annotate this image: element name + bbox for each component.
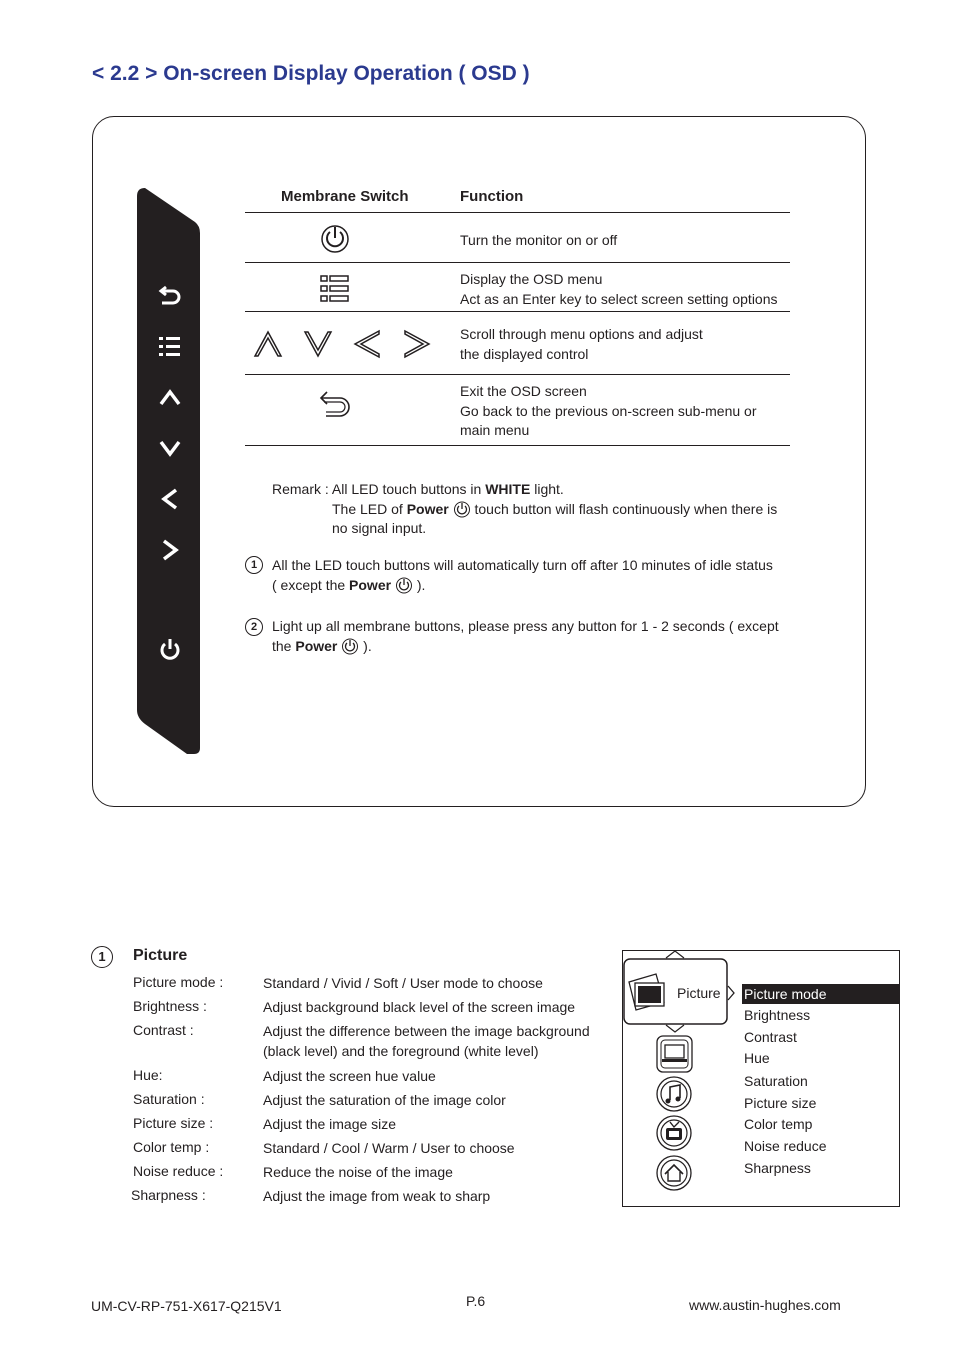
picture-desc: Adjust background black level of the screen image (263, 999, 576, 1015)
osd-menu-item[interactable]: Brightness (744, 1007, 811, 1023)
osd-menu-item[interactable]: Picture size (744, 1095, 817, 1111)
function-text: Scroll through menu options and adjust the displayed control (460, 326, 703, 362)
picture-label: Color temp : (133, 1139, 210, 1155)
note-text: Light up all membrane buttons, please press any button for 1 - 2 seconds ( except the Power ). (272, 618, 779, 654)
picture-label: Hue: (133, 1067, 163, 1083)
table-rule (245, 262, 790, 263)
picture-label: Sharpness : (131, 1187, 206, 1203)
tv-icon (657, 1116, 691, 1150)
note-number: 1 (245, 556, 263, 574)
power-icon (320, 222, 350, 254)
osd-panel-frame (92, 116, 866, 807)
page-title: < 2.2 > On-screen Display Operation ( OSD ) (92, 62, 530, 85)
website: www.austin-hughes.com (689, 1297, 841, 1313)
return-icon[interactable] (157, 283, 183, 309)
function-text: Display the OSD menu Act as an Enter key to select screen setting options (460, 271, 778, 307)
down-arrow-icon[interactable] (157, 435, 183, 461)
membrane-switch-strip (137, 188, 200, 754)
osd-menu-item[interactable]: Picture mode (744, 986, 827, 1002)
computer-icon (657, 1036, 692, 1072)
picture-label: Saturation : (133, 1091, 205, 1107)
picture-desc: Adjust the saturation of the image color (263, 1092, 506, 1108)
power-icon (453, 500, 471, 518)
up-arrow-icon[interactable] (157, 385, 183, 411)
picture-desc: Adjust the difference between the image background (black level) and the foreground (white level) (263, 1023, 590, 1059)
osd-menu-item[interactable]: Contrast (744, 1029, 797, 1045)
osd-menu-item[interactable]: Sharpness (744, 1160, 811, 1176)
osd-tab-label[interactable]: Picture (677, 985, 721, 1001)
section-title: Picture (133, 947, 188, 964)
return-icon (318, 390, 352, 420)
right-arrow-icon[interactable] (157, 537, 183, 563)
picture-label: Picture size : (133, 1115, 214, 1131)
menu-list-icon[interactable] (157, 334, 183, 360)
function-text: Turn the monitor on or off (460, 232, 618, 248)
picture-label: Contrast : (133, 1022, 194, 1038)
picture-label: Brightness : (133, 998, 207, 1014)
picture-desc: Adjust the image from weak to sharp (263, 1188, 491, 1204)
table-rule (245, 445, 790, 446)
remark: Remark : All LED touch buttons in WHITE light. The LED of Power touch button will flash continuously when there is no signal input. (272, 481, 778, 536)
doc-id: UM-CV-RP-751-X617-Q215V1 (91, 1298, 282, 1314)
picture-desc: Adjust the image size (263, 1116, 397, 1132)
osd-menu-item[interactable]: Saturation (744, 1073, 808, 1089)
music-icon (657, 1077, 691, 1111)
picture-label: Noise reduce : (133, 1163, 224, 1179)
power-icon (395, 576, 413, 594)
picture-desc: Adjust the screen hue value (263, 1068, 436, 1084)
note-number: 2 (245, 618, 263, 636)
picture-desc: Reduce the noise of the image (263, 1164, 453, 1180)
picture-desc: Standard / Vivid / Soft / User mode to choose (263, 975, 543, 991)
menu-list-icon (320, 275, 350, 303)
power-icon[interactable] (157, 636, 183, 662)
osd-menu-item[interactable]: Color temp (744, 1116, 813, 1132)
home-icon (657, 1156, 691, 1190)
page-number: P.6 (466, 1293, 486, 1309)
membrane-switch-header: Membrane Switch (281, 188, 409, 205)
section-number: 1 (91, 946, 113, 968)
power-icon (341, 637, 359, 655)
table-rule (245, 311, 790, 312)
arrows-icon (253, 328, 433, 360)
osd-menu-item[interactable]: Hue (744, 1050, 770, 1066)
function-header: Function (460, 188, 524, 205)
table-rule (245, 212, 790, 213)
table-rule (245, 374, 790, 375)
left-arrow-icon[interactable] (157, 486, 183, 512)
note-text: All the LED touch buttons will automatically turn off after 10 minutes of idle status ( except the Power ). (272, 557, 773, 593)
picture-desc: Standard / Cool / Warm / User to choose (263, 1140, 515, 1156)
osd-menu-item[interactable]: Noise reduce (744, 1138, 827, 1154)
picture-label: Picture mode : (133, 974, 224, 990)
function-text: Exit the OSD screen Go back to the previous on-screen sub-menu or main menu (460, 383, 757, 438)
